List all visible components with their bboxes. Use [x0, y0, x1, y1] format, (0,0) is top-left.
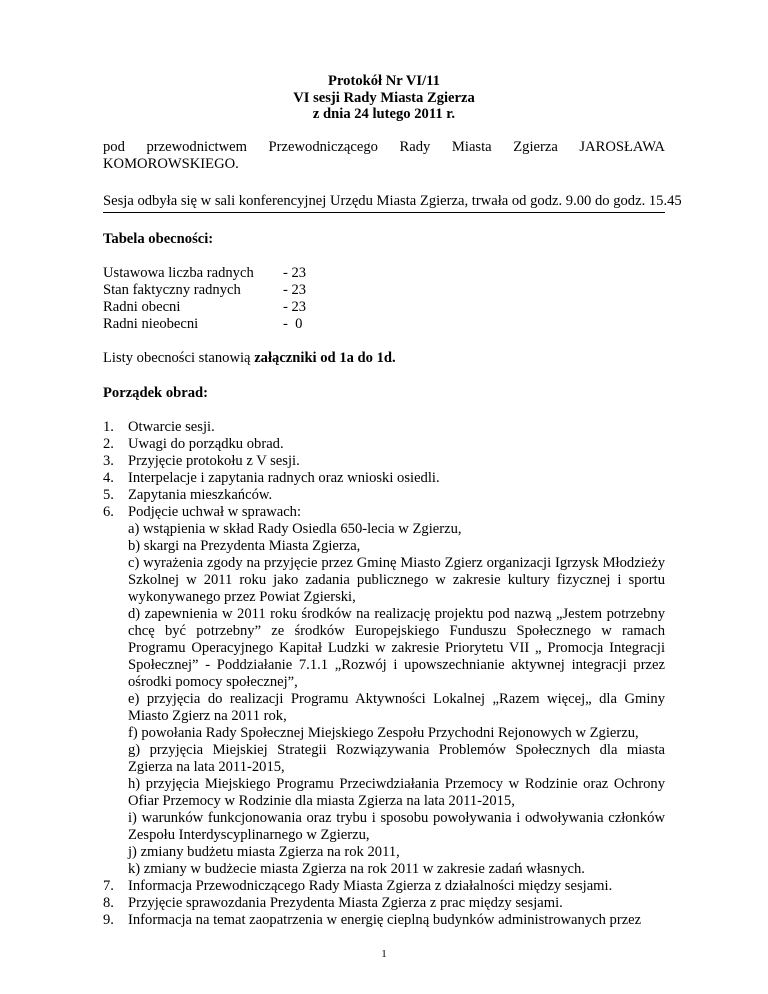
- agenda-item-text: Informacja na temat zaopatrzenia w energię cieplną budynków administrowanych przez: [128, 911, 642, 928]
- chairman-word: JAROSŁAWA: [579, 138, 665, 155]
- agenda-subitem: h) przyjęcia Miejskiego Programu Przeciwdziałania Przemocy w Rodzinie oraz Ochrony Ofiar Przemocy w Rodzinie dla miasta Zgierza na lata 2011-2015,: [128, 775, 665, 809]
- attendance-label: Ustawowa liczba radnych: [103, 264, 254, 281]
- attendance-row: [103, 282, 665, 299]
- title-line-1: Protokół Nr VI/11: [328, 73, 440, 89]
- agenda-item-text: Interpelacje i zapytania radnych oraz wnioski osiedli.: [128, 469, 440, 486]
- attendance-value: - 23: [283, 281, 307, 298]
- attendance-value: - 0: [283, 315, 303, 332]
- agenda-subitem: k) zmiany w budżecie miasta Zgierza na rok 2011 w zakresie zadań własnych.: [128, 860, 585, 877]
- agenda-subitem: b) skargi na Prezydenta Miasta Zgierza,: [128, 537, 361, 554]
- agenda-item: [103, 419, 665, 436]
- attendance-value: - 23: [283, 298, 307, 315]
- agenda-list: [103, 419, 665, 929]
- agenda-item-text: Zapytania mieszkańców.: [128, 486, 273, 503]
- agenda-item-text: Przyjęcie sprawozdania Prezydenta Miasta Zgierza z prac między sesjami.: [128, 894, 563, 911]
- document-content: [103, 73, 682, 929]
- agenda-item-text: Otwarcie sesji.: [128, 418, 215, 435]
- agenda-item: [103, 895, 665, 912]
- attendance-note-text: Listy obecności stanowią: [103, 349, 255, 366]
- attendance-value: - 23: [283, 264, 307, 281]
- agenda-item-text: Przyjęcie protokołu z V sesji.: [128, 452, 300, 469]
- attendance-row: [103, 265, 665, 282]
- agenda-subitem: c) wyrażenia zgody na przyjęcie przez Gminę Miasto Zgierz organizacji Igrzysk Młodzieży Szkolnej w 2011 roku jako zadania publicznego w zakresie kultury fizycznej i sportu wykonywanego przez Powiat Zgierski,: [128, 554, 665, 605]
- agenda-subitem: i) warunków funkcjonowania oraz trybu i sposobu powoływania i odwoływania członków Zespołu Interdyscyplinarnego w Zgierzu,: [128, 809, 665, 843]
- agenda-heading: Porządek obrad:: [103, 384, 208, 401]
- agenda-item-text: Informacja Przewodniczącego Rady Miasta Zgierza z działalności między sesjami.: [128, 877, 613, 894]
- session-info: Sesja odbyła się w sali konferencyjnej Urzędu Miasta Zgierza, trwała od godz. 9.00 do godz. 15.45: [103, 193, 665, 213]
- agenda-subitem: e) przyjęcia do realizacji Programu Aktywności Lokalnej „Razem więcej„ dla Gminy Miasto Zgierz na 2011 rok,: [128, 690, 665, 724]
- chairman-word: przewodnictwem: [146, 138, 247, 155]
- chairman-word: Rady: [399, 138, 431, 155]
- agenda-item-number: 9.: [103, 911, 114, 928]
- page-number: 1: [381, 948, 387, 960]
- agenda-item-number: 3.: [103, 452, 114, 469]
- agenda-item-number: 7.: [103, 877, 114, 894]
- agenda-subitem: g) przyjęcia Miejskiej Strategii Rozwiązywania Problemów Społecznych dla miasta Zgierza na lata 2011-2015,: [128, 741, 665, 775]
- agenda-item-number: 1.: [103, 418, 114, 435]
- agenda-item: [103, 436, 665, 453]
- attendance-note-attachments: załączniki od 1a do 1d.: [254, 349, 396, 366]
- attendance-label: Radni nieobecni: [103, 315, 199, 332]
- attendance-label: Radni obecni: [103, 298, 181, 315]
- agenda-item: [103, 504, 665, 878]
- attendance-row: [103, 316, 665, 333]
- chairman-line-2: KOMOROWSKIEGO.: [103, 155, 239, 172]
- chairman-word: Przewodniczącego: [268, 138, 378, 155]
- agenda-item-number: 2.: [103, 435, 114, 452]
- agenda-item-number: 6.: [103, 503, 114, 520]
- attendance-label: Stan faktyczny radnych: [103, 281, 241, 298]
- attendance-table: [103, 265, 665, 333]
- attendance-note: [103, 350, 665, 367]
- attendance-heading: Tabela obecności:: [103, 230, 214, 247]
- agenda-item: [103, 487, 665, 504]
- agenda-item-number: 4.: [103, 469, 114, 486]
- chairman-word: pod: [103, 138, 125, 155]
- agenda-subitem: a) wstąpienia w skład Rady Osiedla 650-lecia w Zgierzu,: [128, 520, 462, 537]
- chairman-paragraph: [103, 139, 665, 173]
- agenda-item: [103, 470, 665, 487]
- attendance-row: [103, 299, 665, 316]
- agenda-item-text: Podjęcie uchwał w sprawach:: [128, 503, 302, 520]
- agenda-subitem: j) zmiany budżetu miasta Zgierza na rok 2011,: [128, 843, 400, 860]
- chairman-line-1: [103, 139, 665, 156]
- chairman-word: Zgierza: [513, 138, 558, 155]
- agenda-item: [103, 878, 665, 895]
- title-line-2: VI sesji Rady Miasta Zgierza: [293, 89, 475, 106]
- agenda-item: [103, 453, 665, 470]
- agenda-item-text: Uwagi do porządku obrad.: [128, 435, 284, 452]
- agenda-subitem: f) powołania Rady Społecznej Miejskiego Zespołu Przychodni Rejonowych w Zgierzu,: [128, 724, 639, 741]
- title-line-3: z dnia 24 lutego 2011 r.: [312, 106, 456, 122]
- agenda-item-number: 8.: [103, 894, 114, 911]
- agenda-subitem: d) zapewnienia w 2011 roku środków na realizację projektu pod nazwą „Jestem potrzebny chcę być potrzebny” ze środków Europejskiego Funduszu Społecznego w ramach Programu Operacyjnego Kapitał Ludzki w zakresie Priorytetu VII „ Promocja Integracji Społecznej” - Poddziałanie 7.1.1 „Rozwój i upowszechnianie aktywnej integracji przez ośrodki pomocy społecznej”,: [128, 605, 665, 690]
- agenda-item-body: [128, 504, 665, 878]
- chairman-word: Miasta: [451, 138, 492, 155]
- agenda-item: [103, 912, 665, 929]
- document-title: [103, 73, 665, 123]
- agenda-item-number: 5.: [103, 486, 114, 503]
